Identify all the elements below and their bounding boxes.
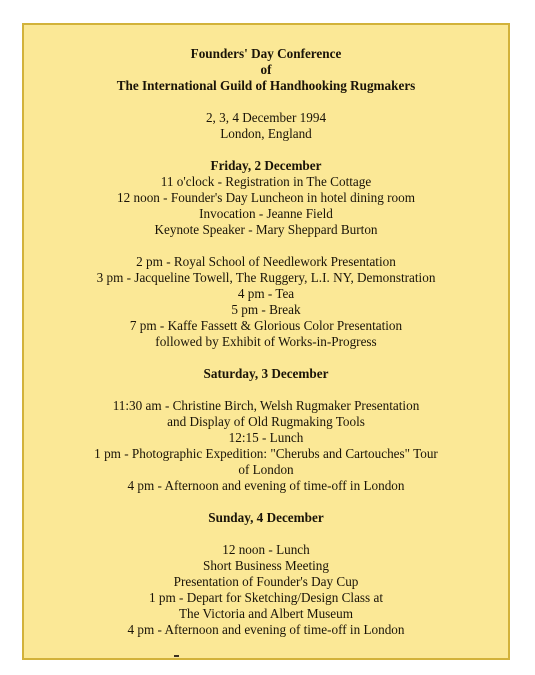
- title-line-3: The International Guild of Handhooking Rugmakers: [116, 78, 416, 93]
- saturday-item: 1 pm - Photographic Expedition: "Cherubs and Cartouches" Tour: [94, 446, 438, 461]
- friday-item: Keynote Speaker - Mary Sheppard Burton: [154, 222, 378, 237]
- friday-heading: Friday, 2 December: [210, 158, 322, 173]
- title-line-2: of: [260, 62, 272, 77]
- sunday-item: The Victoria and Albert Museum: [178, 606, 354, 621]
- friday-item: 2 pm - Royal School of Needlework Presentation: [136, 254, 396, 269]
- sunday-item: 12 noon - Lunch: [222, 542, 310, 557]
- friday-item: 12 noon - Founder's Day Luncheon in hotel dining room: [117, 190, 415, 205]
- saturday-item: 4 pm - Afternoon and evening of time-off in London: [127, 478, 405, 493]
- title-line-1: Founders' Day Conference: [190, 46, 342, 61]
- friday-item: 11 o'clock - Registration in The Cottage: [160, 174, 372, 189]
- friday-item: Invocation - Jeanne Field: [199, 206, 333, 221]
- sunday-item: Short Business Meeting: [202, 558, 329, 573]
- sunday-item: 4 pm - Afternoon and evening of time-off in London: [127, 622, 405, 637]
- saturday-item: and Display of Old Rugmaking Tools: [167, 414, 365, 429]
- saturday-item: 12:15 - Lunch: [228, 430, 304, 445]
- friday-item: 7 pm - Kaffe Fassett & Glorious Color Presentation: [129, 318, 403, 333]
- friday-item: 3 pm - Jacqueline Towell, The Ruggery, L.I. NY, Demonstration: [96, 270, 436, 285]
- program-sheet: [22, 23, 510, 660]
- print-speck: [174, 655, 179, 657]
- event-dates: 2, 3, 4 December 1994: [205, 110, 327, 125]
- saturday-heading: Saturday, 3 December: [203, 366, 329, 381]
- sunday-item: Presentation of Founder's Day Cup: [173, 574, 359, 589]
- friday-item: 4 pm - Tea: [237, 286, 295, 301]
- saturday-item: 11:30 am - Christine Birch, Welsh Rugmaker Presentation: [112, 398, 420, 413]
- sunday-item: 1 pm - Depart for Sketching/Design Class at: [148, 590, 384, 605]
- event-location: London, England: [220, 126, 312, 141]
- sunday-heading: Sunday, 4 December: [208, 510, 324, 525]
- saturday-item: of London: [238, 462, 294, 477]
- friday-item: followed by Exhibit of Works-in-Progress: [155, 334, 377, 349]
- friday-item: 5 pm - Break: [231, 302, 301, 317]
